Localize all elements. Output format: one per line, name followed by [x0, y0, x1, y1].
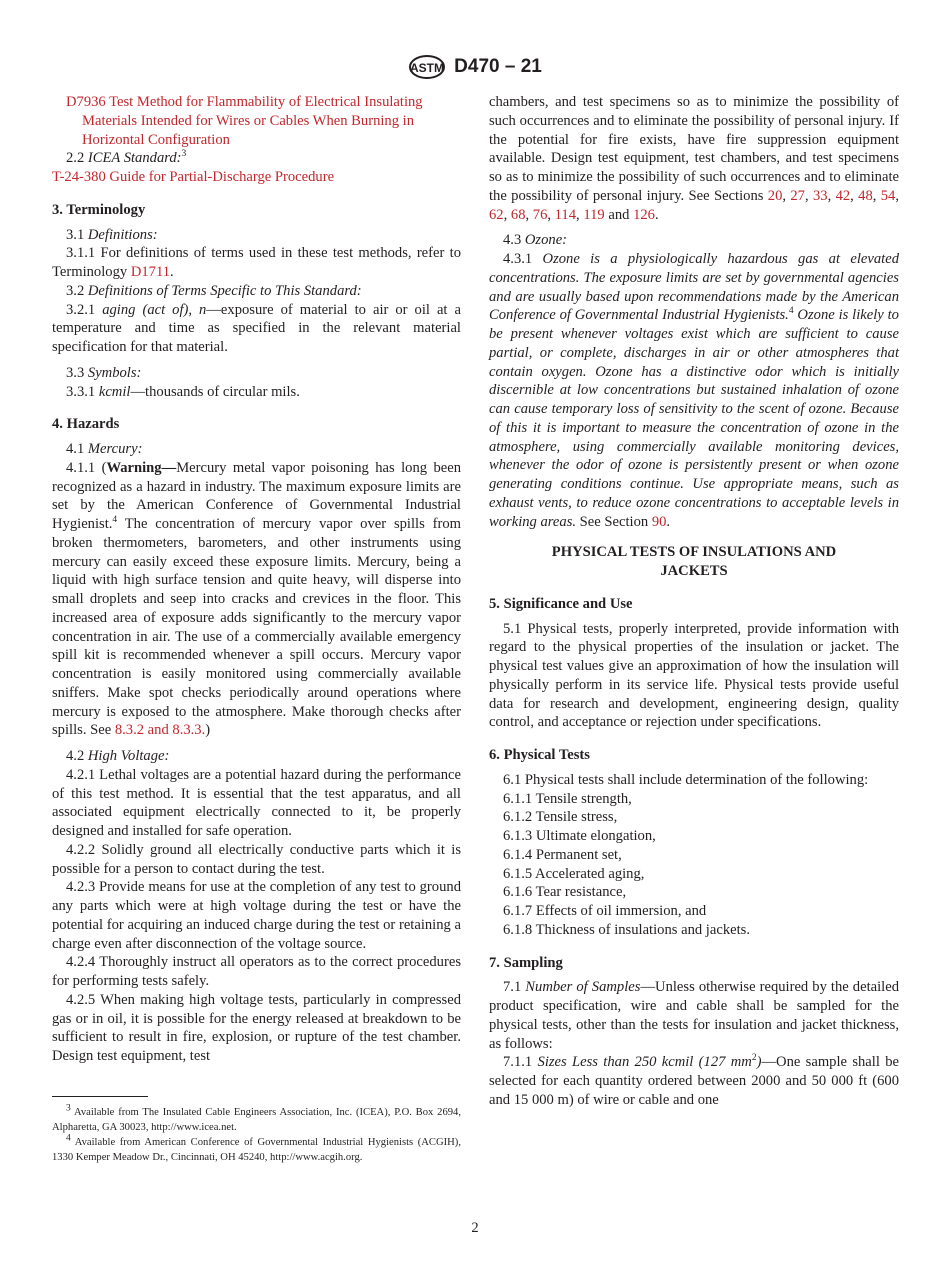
reference-link[interactable]: 27 — [790, 187, 805, 204]
text-run: 4.2.2 Solidly ground all electrically conductive parts which it is possible for a person to contact during the test. — [52, 841, 461, 877]
paragraph — [489, 93, 899, 224]
astm-logo-icon — [408, 54, 446, 80]
paragraph — [52, 226, 461, 245]
text-run: . — [170, 264, 174, 280]
footnote-3 — [52, 1105, 461, 1135]
footnote-mark: 3 — [66, 1103, 71, 1114]
right-column — [489, 93, 899, 1110]
page-number: 2 — [471, 1220, 479, 1236]
text-run: 5. Significance and Use — [489, 595, 633, 612]
text-run: Sizes Less than 250 kcmil (127 mm — [537, 1054, 752, 1071]
text-run: Definitions: — [87, 226, 158, 243]
text-run: 3.1.1 For definitions of terms used in these test methods, refer to Terminology — [52, 245, 461, 280]
paragraph — [52, 149, 461, 168]
paragraph — [52, 244, 461, 282]
text-run: , — [547, 206, 555, 223]
paragraph — [489, 865, 899, 884]
reference-link[interactable]: Guide for Partial-Discharge Procedure — [105, 169, 335, 185]
text-run: 4.2.4 Thoroughly instruct all operators as to the correct procedures for performing tests safely. — [52, 954, 461, 989]
text-run: 7.1.1 — [503, 1054, 538, 1071]
text-run: , — [576, 206, 584, 223]
footnote-text: Available from American Conference of Governmental Industrial Hygienists (ACGIH), 1330 Kemper Meadow Dr., Cincinnati, OH 45240, http://www.acgih.org. — [52, 1137, 461, 1163]
paragraph — [52, 282, 461, 301]
footnote-ref: 4 — [788, 306, 794, 317]
footnote-divider — [52, 1096, 148, 1097]
text-run: 3.1 — [66, 226, 88, 243]
document-designation: D470 – 21 — [454, 56, 542, 77]
paragraph — [52, 991, 461, 1066]
footnote-ref: 4 — [112, 515, 118, 526]
footnote-ref: 2 — [751, 1053, 757, 1064]
paragraph — [489, 921, 899, 940]
text-run: 7. Sampling — [489, 954, 563, 971]
text-run: , — [804, 187, 813, 204]
reference-link[interactable]: 126 — [633, 206, 655, 223]
reference-link[interactable]: 8.3.2 and 8.3.3. — [114, 722, 206, 739]
text-run: 6.1.3 Ultimate elongation, — [503, 828, 656, 844]
text-run: 3. Terminology — [52, 201, 146, 218]
text-run: 6.1.1 Tensile strength, — [503, 790, 632, 807]
paragraph — [52, 459, 461, 740]
text-run: . — [654, 206, 659, 223]
reference-link[interactable]: 62 — [489, 206, 504, 223]
reference-link[interactable]: T-24-380 — [52, 169, 106, 185]
section-heading — [52, 201, 461, 220]
text-run: Number of Samples — [525, 979, 641, 996]
text-run: Definitions of Terms Specific to This Standard: — [87, 282, 362, 299]
text-run: Mercury metal vapor poisoning has long been recognized as a hazard in industry. The maximum exposure limits are set by the American Conference of Governmental Industrial Hygienist. — [52, 459, 461, 532]
paragraph — [52, 747, 461, 766]
text-run: 4.3 — [503, 232, 525, 249]
paragraph — [52, 93, 461, 149]
reference-link[interactable]: Test Method for Flammability of Electrical Insulating Materials Intended for Wires or Cables When Burning in Horizontal Configuration — [82, 94, 423, 148]
paragraph — [52, 383, 461, 402]
footnote-mark: 4 — [66, 1133, 71, 1144]
text-run: 4.1 — [66, 441, 88, 457]
text-run: . — [666, 513, 671, 530]
paragraph — [489, 1053, 899, 1109]
left-column — [52, 93, 461, 1066]
text-run: and — [604, 206, 634, 223]
reference-link[interactable]: 33 — [812, 187, 828, 204]
svg-text:ASTM: ASTM — [410, 61, 445, 75]
text-run: 4.1.1 ( — [66, 459, 107, 476]
section-heading — [519, 543, 869, 581]
text-run: , — [827, 187, 836, 204]
footnotes — [52, 1105, 461, 1165]
text-run: 6.1.4 Permanent set, — [503, 846, 622, 863]
footnote-4 — [52, 1135, 461, 1165]
text-run: ) — [756, 1054, 762, 1071]
reference-link[interactable]: 48 — [858, 187, 873, 204]
text-run: The concentration of mercury vapor over spills from broken thermometers, barometers, and other instruments using mercury can easily exceed these exposure limits. Mercury, being a liquid with high surface tension and quite heavy, will disperse into small droplets and seep into cracks and crevices in the floor. This increased area of exposure adds significantly to the mercury vapor concentration in air. The use of a commercially available emergency spill kit is recommended whenever a spill occurs. Mercury vapor concentration is easily monitored using commercially available sniffers. Make spot checks periodically around operations where mercury is exposed to the atmosphere. Make thorough checks after spills. See — [52, 516, 461, 739]
section-heading — [489, 954, 899, 973]
text-run: PHYSICAL TESTS OF INSULATIONS AND JACKETS — [551, 544, 837, 579]
paragraph — [52, 841, 461, 879]
text-run: ) — [205, 722, 211, 739]
paragraph — [489, 620, 899, 733]
text-run: 4.2.5 When making high voltage tests, particularly in compressed gas or in oil, it is possible for the energy released at breakdown to be sufficient to result in fire, explosion, or rupture of the test chamber. Design test equipment, test — [52, 991, 461, 1064]
page-header — [0, 54, 950, 80]
text-run: —thousands of circular mils. — [130, 383, 300, 400]
text-run: 3.2.1 — [66, 301, 103, 318]
text-run: , — [782, 187, 791, 204]
text-run: , — [895, 187, 899, 204]
paragraph — [489, 808, 899, 827]
paragraph — [489, 790, 899, 809]
paragraph — [52, 301, 461, 357]
paragraph — [489, 827, 899, 846]
paragraph — [52, 168, 461, 187]
text-run: 6.1.5 Accelerated aging, — [503, 865, 645, 882]
paragraph — [489, 883, 899, 902]
paragraph — [489, 846, 899, 865]
text-run: kcmil — [98, 383, 131, 400]
text-run: Symbols: — [87, 364, 142, 381]
text-run: , — [872, 187, 881, 204]
reference-link[interactable]: D7936 — [66, 94, 106, 110]
text-run: Mercury: — [87, 441, 143, 457]
text-run: ICEA Standard: — [87, 150, 182, 167]
text-run: , — [503, 206, 511, 223]
section-heading — [489, 746, 899, 765]
paragraph — [52, 953, 461, 991]
text-run: Ozone is a physiologically hazardous gas at elevated concentrations. The exposure limits are set by governmental agencies and are usually based upon recommendations made by the American Conference of Governmental Industrial Hygienists. — [489, 251, 899, 324]
text-run: 6.1 Physical tests shall include determination of the following: — [503, 771, 869, 788]
text-run: 4. Hazards — [52, 416, 120, 433]
paragraph — [489, 978, 899, 1053]
paragraph — [52, 878, 461, 953]
footnote-ref: 3 — [181, 149, 187, 160]
reference-link[interactable]: 20 — [767, 187, 783, 204]
paragraph — [52, 364, 461, 383]
text-run: High Voltage: — [87, 748, 170, 764]
paragraph — [489, 231, 899, 250]
text-run: 7.1 — [503, 979, 526, 996]
text-run: 3.2 — [66, 282, 88, 299]
section-heading — [489, 595, 899, 614]
text-run: 3.3 — [66, 364, 88, 381]
text-run: 6.1.7 Effects of oil immersion, and — [503, 903, 707, 919]
reference-link[interactable]: 42 — [835, 187, 851, 204]
reference-link[interactable]: 68 — [510, 206, 526, 223]
paragraph — [489, 771, 899, 790]
footnote-text: Available from The Insulated Cable Engineers Association, Inc. (ICEA), P.O. Box 2694, Alpharetta, GA 30023, http://www.icea.net. — [52, 1107, 461, 1133]
text-run: 4.3.1 — [503, 251, 543, 267]
text-run: Ozone: — [524, 232, 568, 249]
reference-link[interactable]: 119 — [583, 206, 605, 223]
section-heading — [52, 415, 461, 434]
text-run: aging (act of), n — [102, 301, 207, 318]
text-run: 6.1.8 Thickness of insulations and jackets. — [503, 921, 750, 938]
reference-link[interactable]: 54 — [880, 187, 896, 204]
text-run: —Unless otherwise required by the detailed product specification, wire and cable shall be sampled for the physical tests, other than the tests for insulation and jacket thickness, as follows: — [489, 979, 899, 1052]
text-run: 4.2 — [66, 748, 88, 764]
paragraph — [489, 250, 899, 531]
reference-link[interactable]: 114 — [554, 206, 577, 223]
text-run: 2.2 — [66, 150, 88, 167]
text-run: 6.1.2 Tensile stress, — [503, 809, 618, 826]
text-run: See Section — [576, 513, 652, 530]
text-run: 6.1.6 Tear resistance, — [503, 884, 627, 901]
text-run: , — [850, 187, 859, 204]
paragraph — [52, 440, 461, 459]
text-run: —exposure of material to air or oil at a temperature and time as specified in the relevant material specification for that material. — [52, 301, 461, 355]
paragraph — [52, 766, 461, 841]
text-run: chambers, and test specimens so as to minimize the possibility of such occurrences and to eliminate the possibility of personal injury. If the potential for fire exists, have fire suppression equipment available. Design test equipment, test chambers, and test specimens so as to minimize the possibility of such occurrences and to eliminate the possibility of personal injury. See Sections — [489, 94, 899, 204]
text-run: 5.1 Physical tests, properly interpreted, provide information with regard to the physical properties of the insulation or jacket. The physical test values give an approximation of how the insulation will physically perform in its service life. Physical tests provide useful data for research and development, engineering design, quality control, and acceptance or rejection under specifications. — [489, 620, 899, 731]
text-run: , — [525, 206, 533, 223]
text-run: Warning— — [106, 459, 177, 476]
text-run: —One sample shall be selected for each quantity ordered between 2000 and 50 000 ft (600 and 15 000 m) of wire or cable and one — [489, 1054, 899, 1108]
text-run: 4.2.1 Lethal voltages are a potential hazard during the performance of this test method. It is essential that the test apparatus, and all associated equipment electrically connected to it, be properly designed and installed for safe operation. — [52, 766, 461, 839]
reference-link[interactable]: 76 — [532, 206, 548, 223]
text-run: Ozone is likely to be present whenever voltages exist which are sufficient to cause partial, or complete, discharges in air or other atmospheres that contain oxygen. Ozone has a distinctive odor which is initially discernible at low concentrations but sustained inhalation of ozone can cause temporary loss of sensitivity to the scent of ozone. Because of this it is important to measure the concentration of ozone in the atmosphere, using commercially available monitoring devices, whenever the odor of ozone is persistently present or when ozone generating conditions continue. Use appropriate means, such as exhaust vents, to reduce ozone concentrations to acceptable levels in working areas. — [489, 307, 899, 530]
reference-link[interactable]: 90 — [651, 513, 667, 530]
text-run: 4.2.3 Provide means for use at the completion of any test to ground any parts which were at high voltage during the test or have the potential for acquiring an induced charge during the test or retaining a charge even after disconnection of the voltage source. — [52, 879, 461, 952]
text-run: 3.3.1 — [66, 383, 99, 400]
reference-link[interactable]: D1711 — [130, 264, 171, 280]
paragraph — [489, 902, 899, 921]
text-run: 6. Physical Tests — [489, 747, 590, 763]
